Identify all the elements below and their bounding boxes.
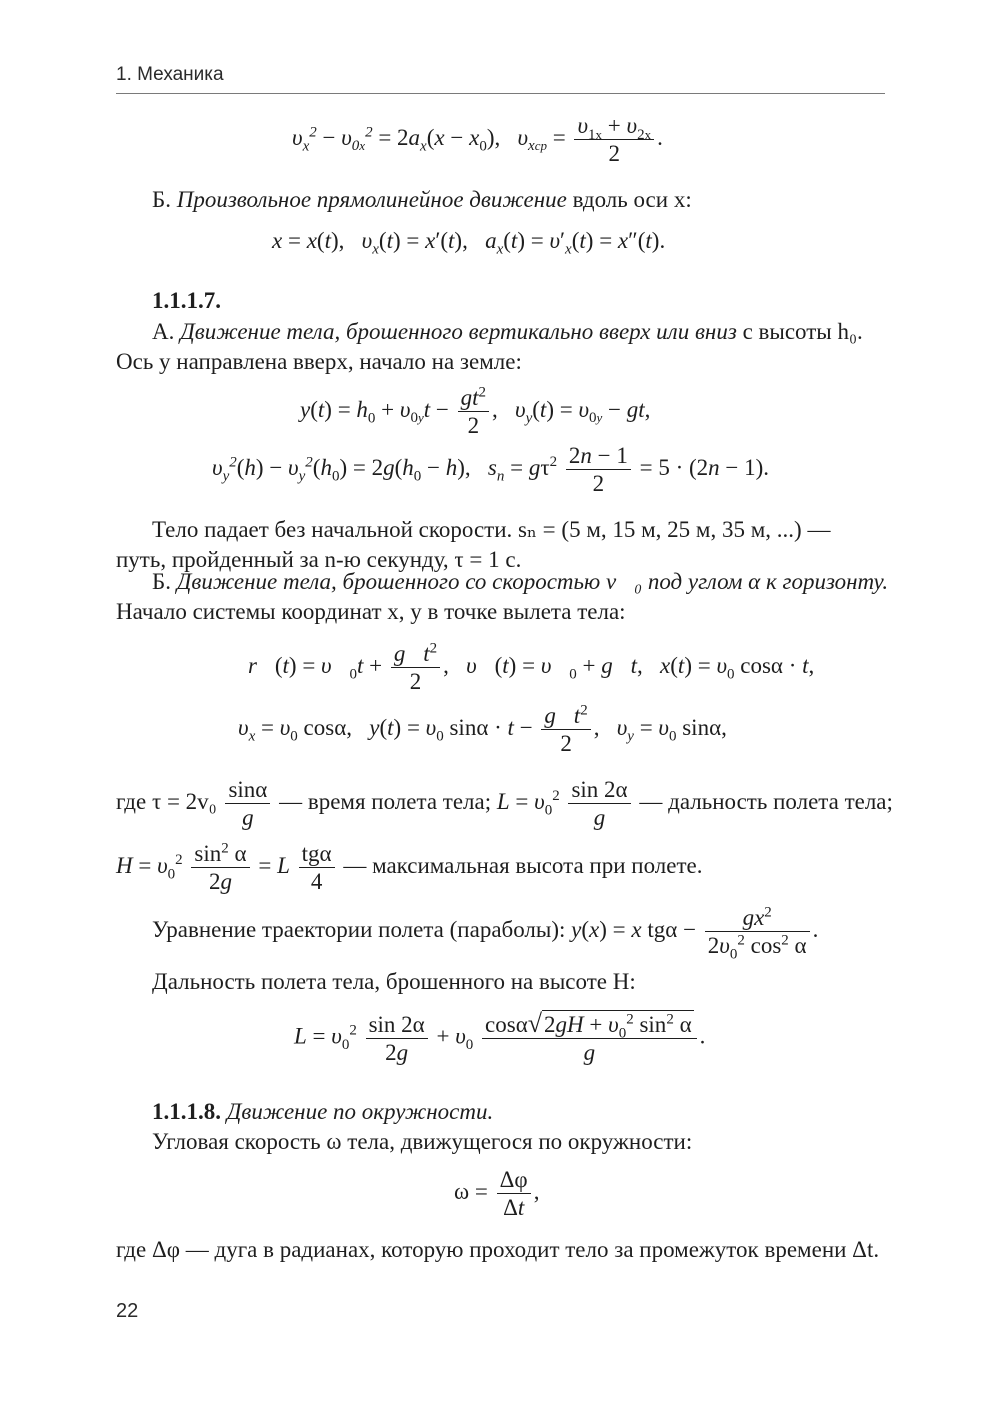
text-trajectory: Уравнение траектории полета (параболы): <box>152 916 566 942</box>
paragraph-angled-throw <box>152 566 888 597</box>
heading-circular-motion <box>152 1096 493 1127</box>
text-from-height: с высоты h₀. <box>742 319 863 344</box>
italic-circular-motion: Движение по окружности. <box>226 1099 494 1124</box>
italic-arbitrary-motion: Произвольное прямолинейное движение <box>176 187 567 212</box>
paragraph-arc-definition: где Δφ — дуга в радианах, которую проходит тело за промежуток времени Δt. <box>116 1237 880 1262</box>
text-along-x: вдоль оси x: <box>572 187 692 212</box>
header-rule <box>116 93 885 94</box>
label-b-angled: Б. <box>152 569 171 594</box>
formula-angular-velocity: ω = $\frac{\Delta\varphi}{\Delta t}$ , <box>454 1167 540 1220</box>
text-max-height: — максимальная высота при полете. <box>343 852 703 878</box>
running-head: 1. Механика <box>116 64 224 85</box>
section-number-1-1-1-8: 1.1.1.8. <box>152 1099 221 1124</box>
text-tau-where: где τ = 2v₀ <box>116 788 217 814</box>
label-b: Б. <box>152 187 171 212</box>
text-flight-time: — время полета тела; <box>279 788 492 814</box>
formula-derivatives: x = x(t), $\upsilon_x(t) = x'(t)$, $a_x(t) = \upsilon'_x(t) = x''(t)$. <box>272 228 666 258</box>
italic-vertical-throw: Движение тела, брошенного вертикально вверх или вниз <box>180 319 737 344</box>
paragraph-free-fall: Тело падает без начальной скорости. sₙ = (5 м, 15 м, 25 м, 35 м, ...) — <box>152 517 831 542</box>
formula-flight-time-range: где τ = 2v₀ $\frac{\sin\alpha}{g}$ — время полета тела; $L = \upsilon_0^2$ $\frac{\sin 2\alpha}{g}$ — дальность полета тела; <box>116 777 893 830</box>
text-flight-range: — дальность полета тела; <box>639 788 893 814</box>
formula-range-from-height: $L = \upsilon_0^2$ $\frac{\sin 2\alpha}{2g}$ + $\upsilon_0$ $\frac{\cos\alpha√2gH + \upsilon_0^2 \sin^2 \alpha}{g}$ . <box>294 1009 706 1065</box>
paragraph-free-fall-cont: путь, пройденный за n-ю секунду, τ = 1 с. <box>116 547 522 572</box>
formula-max-height: $H = \upsilon_0^2$ $\frac{\sin^2 \alpha}{2g}$ = L $\frac{\text{tgα}}{4}$ — максимальная высота при полете. <box>116 840 703 894</box>
paragraph-range-from-height: Дальность полета тела, брошенного на высоте H: <box>152 969 636 994</box>
page-number: 22 <box>116 1300 139 1322</box>
section-number-1-1-1-7: 1.1.1.7. <box>152 288 221 313</box>
formula-vertical-velocity: $\upsilon_y^2(h) - \upsilon_y^2(h_0) = 2g(h_0 - h)$, $s_n = g\tau^2$ $\frac{2n - 1}{2}$ = 5 · (2n − 1). <box>212 443 770 496</box>
italic-angled-throw: Движение тела, брошенного со скоростью v⃗₀ под углом α к горизонту. <box>176 569 889 594</box>
paragraph-origin-note: Начало системы координат x, y в точке вылета тела: <box>116 599 626 624</box>
formula-angled-components: $\upsilon_x = \upsilon_0$ cosα, $y(t) = \upsilon_0$ sinα · t − $\frac{g⃗t^2}{2}$ , $\upsilon_y = \upsilon_0$ sinα, <box>238 702 727 756</box>
formula-trajectory: Уравнение траектории полета (параболы): y(x) = x tgα − $\frac{gx^2}{2\upsilon_0^2 \cos^2 \alpha}$ . <box>152 904 819 963</box>
formula-angled-position: r⃗(t) = $\upsilon⃗_0t$ + $\frac{g⃗t^2}{2}$ , υ⃗(t) = $\upsilon⃗_0$ + g⃗t, $x(t) = \upsilon_0$ cosα · t, <box>248 640 815 694</box>
label-a: А. <box>152 319 175 344</box>
paragraph-vertical-throw <box>152 316 863 347</box>
formula-vertical-position: $y(t) = h_0 + \upsilon_{0y}t$ − $\frac{gt^2}{2}$ , $\upsilon_y(t) = \upsilon_{0y}$ − gt, <box>300 384 651 438</box>
paragraph-arbitrary-motion <box>152 184 692 215</box>
paragraph-axis-note: Ось y направлена вверх, начало на земле: <box>116 349 522 374</box>
paragraph-angular-velocity: Угловая скорость ω тела, движущегося по окружности: <box>152 1129 693 1154</box>
formula-uniform-accel: $\upsilon_x^2 - \upsilon_{0x}^2 = 2a_x(x - x_0)$, $\upsilon_{xср}$ = $\frac{\upsilon_{1x} + \upsilon_{2x}}{2}$ . <box>292 113 663 166</box>
